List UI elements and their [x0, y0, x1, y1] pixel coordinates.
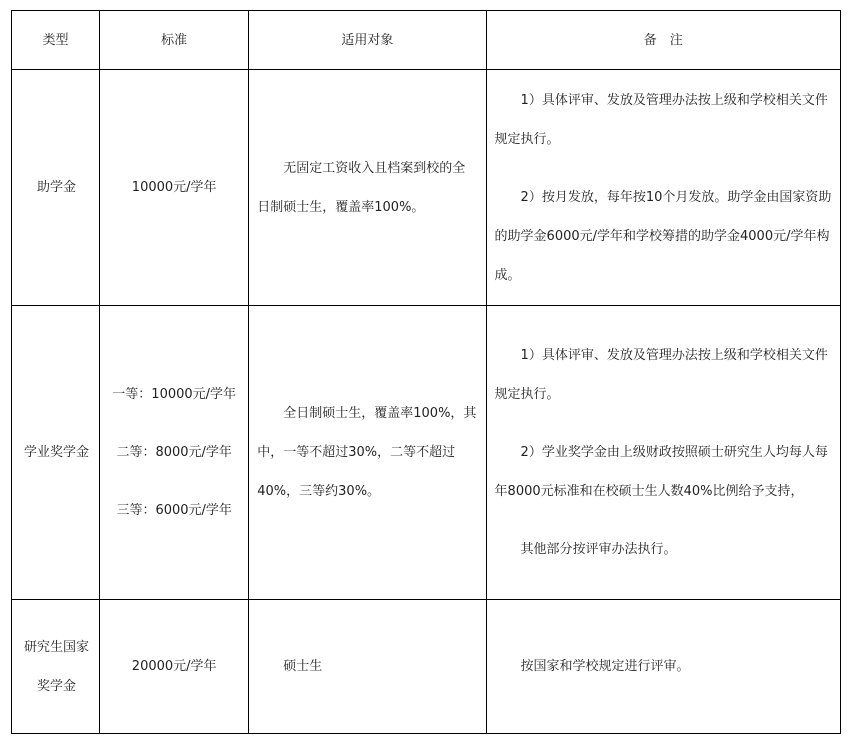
row-type: 研究生国家奖学金 [12, 600, 100, 734]
note-paragraph: 1）具体评审、发放及管理办法按上级和学校相关文件规定执行。 [494, 348, 828, 402]
standard-line: 10000元/学年 [131, 180, 217, 195]
note-paragraph: 2）按月发放，每年按10个月发放。助学金由国家资助的助学金6000元/学年和学校筹措的助学金4000元/学年构成。 [494, 189, 832, 283]
standard-line: 二等：8000元/学年 [116, 445, 232, 460]
note-paragraph: 按国家和学校规定进行评审。 [520, 659, 690, 674]
row-note [486, 600, 840, 734]
row-standard [100, 306, 249, 600]
header-target: 适用对象 [249, 11, 486, 70]
row-standard [100, 600, 249, 734]
row-note [486, 70, 840, 306]
row-target: 无固定工资收入且档案到校的全日制硕士生，覆盖率100%。 [249, 70, 486, 306]
table-row [12, 600, 841, 734]
header-type: 类型 [12, 11, 100, 70]
table-row [12, 306, 841, 600]
row-note [486, 306, 840, 600]
note-paragraph: 2）学业奖学金由上级财政按照硕士研究生人均每人每年8000元标准和在校硕士生人数40%比例给予支持， [494, 445, 828, 499]
row-type: 助学金 [12, 70, 100, 306]
note-paragraph: 其他部分按评审办法执行。 [520, 542, 677, 557]
row-target: 全日制硕士生，覆盖率100%，其中，一等不超过30%，二等不超过40%，三等约30%。 [249, 306, 486, 600]
aid-table [11, 10, 841, 734]
standard-line: 一等：10000元/学年 [112, 387, 237, 402]
header-standard: 标准 [100, 11, 249, 70]
note-paragraph: 1）具体评审、发放及管理办法按上级和学校相关文件规定执行。 [494, 92, 828, 147]
table-header-row [12, 11, 841, 70]
standard-line: 三等：6000元/学年 [116, 503, 232, 518]
header-note: 备 注 [486, 11, 840, 70]
standard-line: 20000元/学年 [131, 659, 217, 674]
row-standard [100, 70, 249, 306]
row-target: 硕士生 [249, 600, 486, 734]
row-type: 学业奖学金 [12, 306, 100, 600]
table-row [12, 70, 841, 306]
